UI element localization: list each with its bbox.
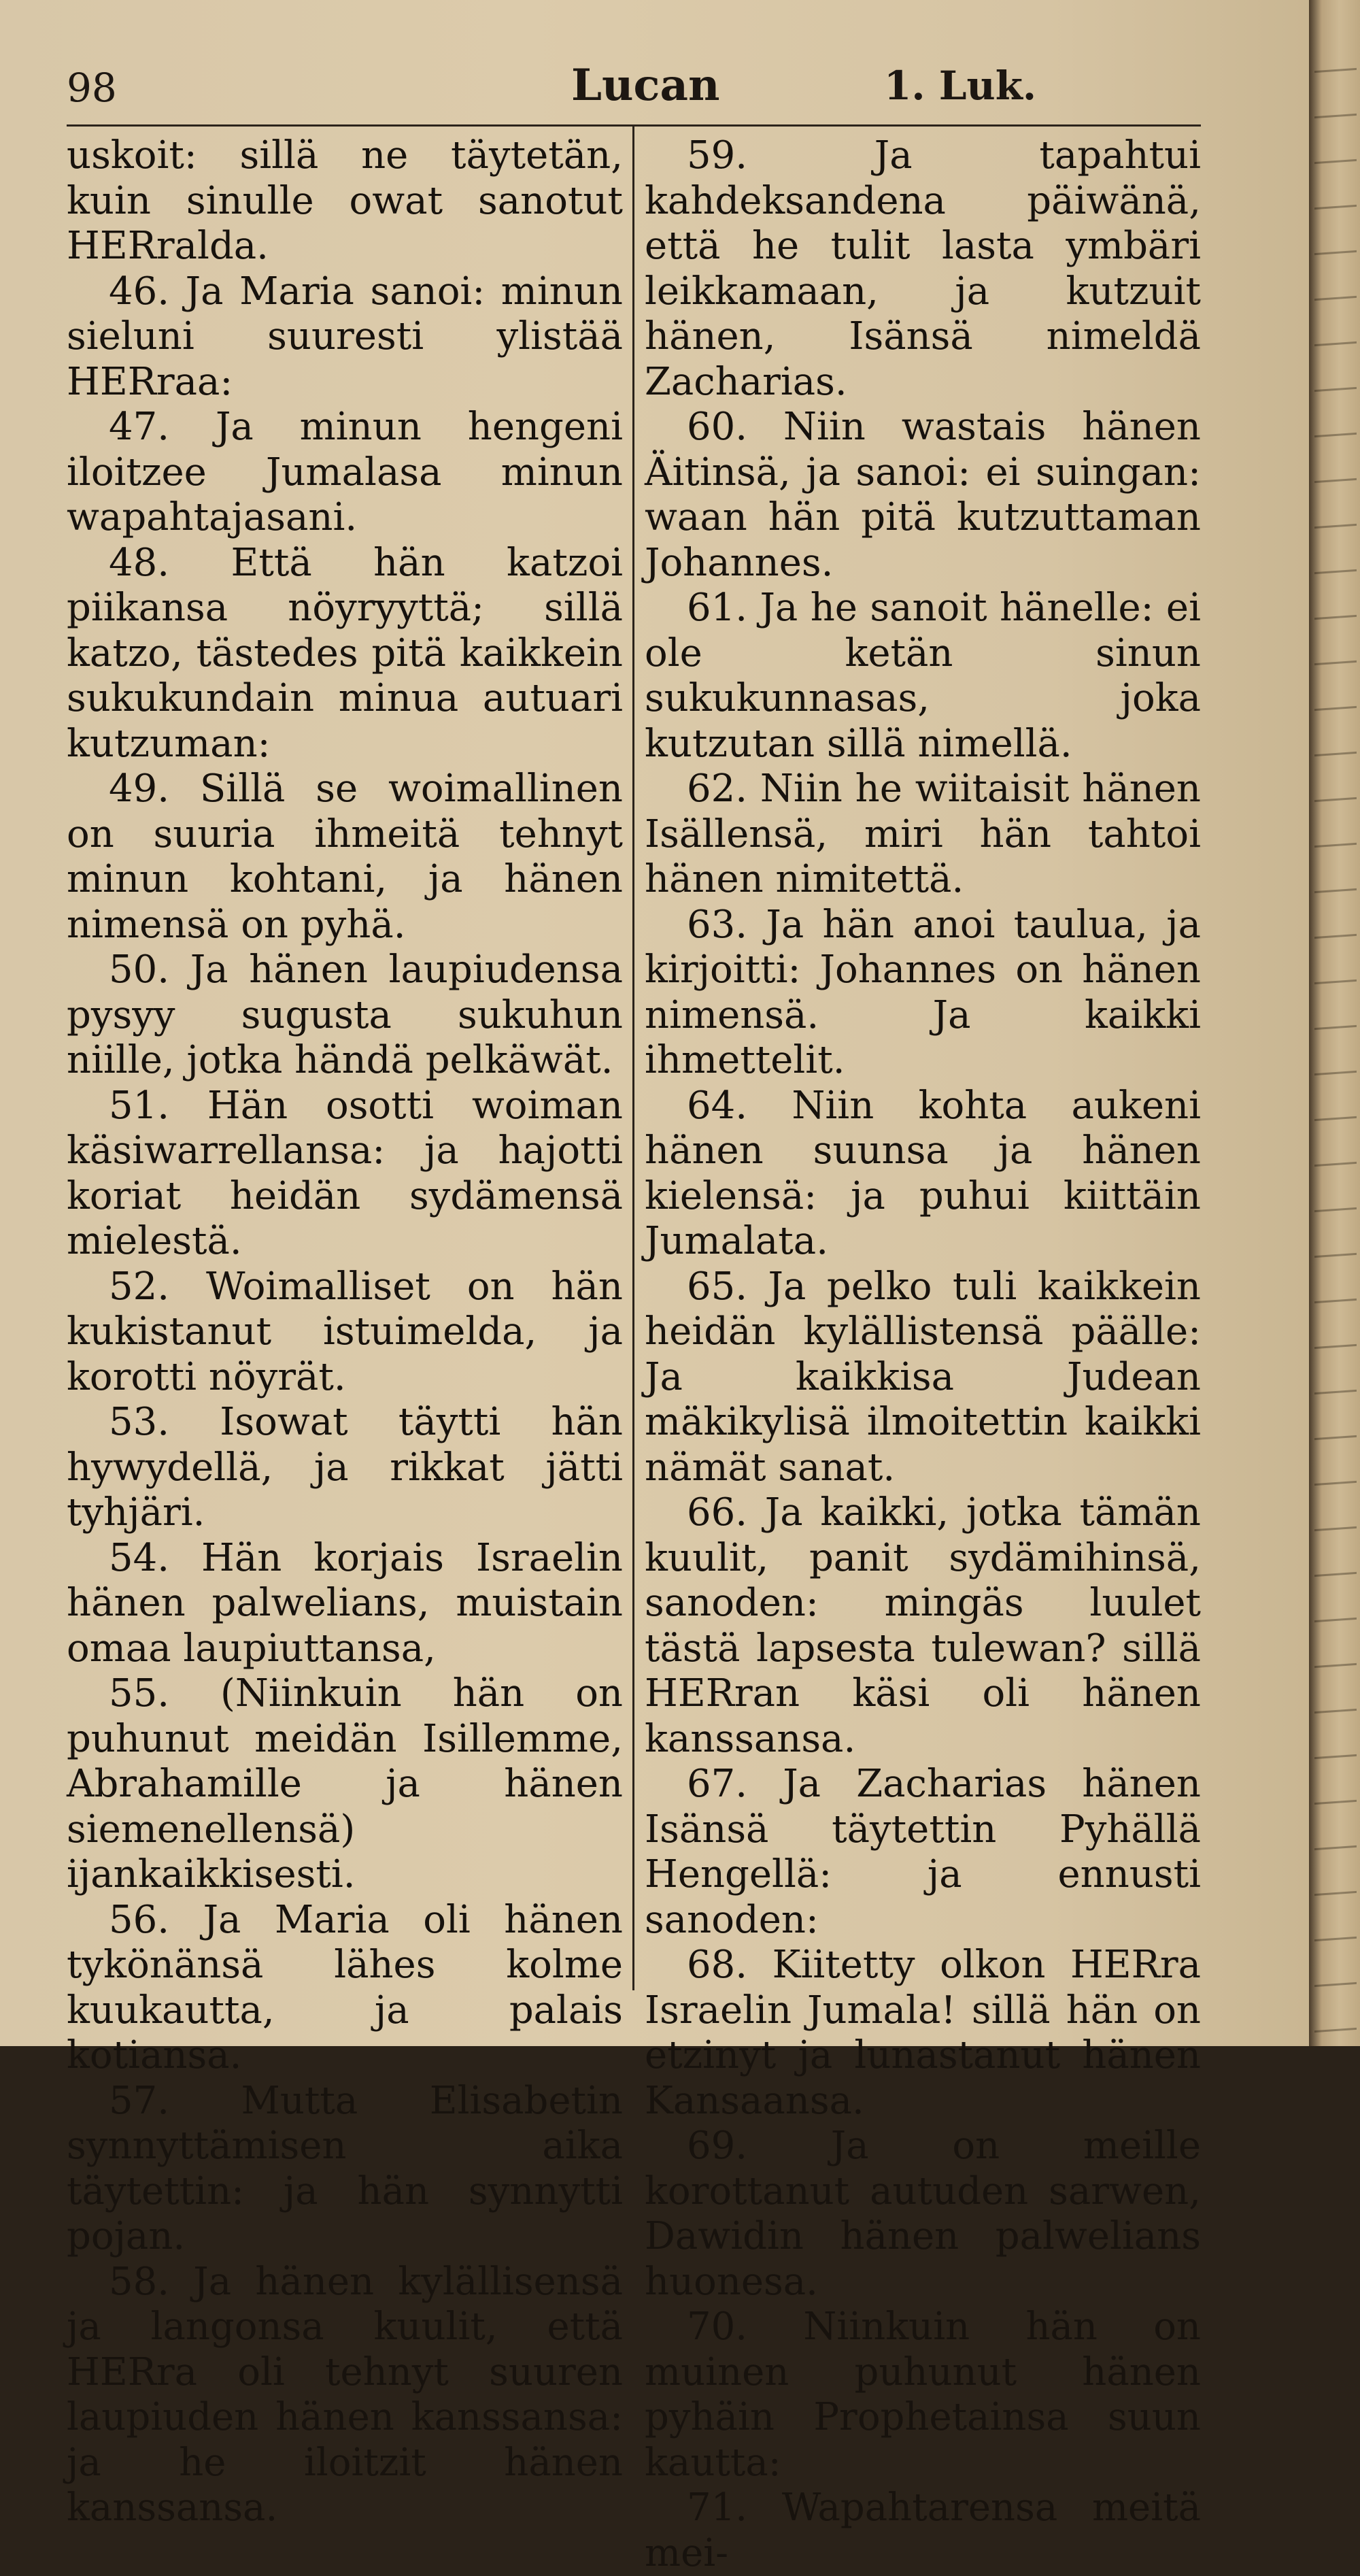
adjacent-text-line: [1314, 618, 1357, 665]
verse-text: Ja tapahtui kahdeksandena päiwänä, että he tulit lasta ymbäri leikkamaan, ja kutzuit hänen, Isänsä nimeldä Zacharias.: [645, 133, 1201, 404]
adjacent-text-line: [1314, 527, 1357, 574]
verse-text: uskoit: sillä ne täytetän, kuin sinulle owat sanotut HERralda.: [67, 133, 623, 268]
adjacent-text-line: [1314, 801, 1357, 848]
adjacent-text-line: [1314, 1256, 1357, 1303]
verse-text: Ja hänen kylällisensä ja langonsa kuulit, että HERra oli tehnyt suuren laupiuden hänen kanssansa: ja he iloitzit hänen kanssansa.: [67, 2259, 623, 2530]
verse-text: Niin kohta aukeni hänen suunsa ja hänen kielensä: ja puhui kiittäin Jumalata.: [645, 1083, 1201, 1263]
verse: [67, 2260, 623, 2531]
verse: [67, 1536, 623, 1672]
adjacent-text-line: [1314, 390, 1357, 437]
verse: [645, 133, 1201, 405]
verse-text: Niinkuin hän on muinen puhunut hänen pyhäin Prophetainsa suun kautta:: [645, 2305, 1201, 2485]
verse-number: 56.: [109, 1897, 170, 1942]
verse: [67, 2079, 623, 2260]
adjacent-text-line: [1314, 1894, 1357, 1941]
verse-text: Mutta Elisabetin synnyttämisen aika täytettin: ja hän synnytti pojan.: [67, 2078, 623, 2258]
adjacent-text-line: [1314, 846, 1357, 893]
verse: [645, 405, 1201, 586]
verse-text: (Niinkuin hän on puhunut meidän Isillemme, Abrahamille ja hänen siemenellensä) ijankaikkisesti.: [67, 1671, 623, 1896]
adjacent-text-line: [1314, 1575, 1357, 1622]
verse-text: Ja pelko tuli kaikkein heidän kylällistensä päälle: Ja kaikkisa Judean mäkikylisä ilmoitettin kaikki nämät sanat.: [645, 1264, 1201, 1490]
verse-number: 65.: [687, 1264, 748, 1309]
verse-text: Ja he sanoit hänelle: ei ole ketän sinun sukukunnasas, joka kutzutan sillä nimellä.: [645, 586, 1201, 766]
adjacent-text-line: [1314, 163, 1357, 210]
verse: [67, 1898, 623, 2079]
verse-number: 47.: [109, 405, 170, 449]
adjacent-text-line: [1314, 254, 1357, 301]
verse: [645, 586, 1201, 767]
verse-text: Että hän katzoi piikansa nöyryyttä; sillä katzo, tästedes pitä kaikkein sukukundain minua autuari kutzuman:: [67, 540, 623, 766]
verse-number: 48.: [109, 540, 170, 585]
verse-number: 53.: [109, 1400, 170, 1444]
adjacent-text-line: [1314, 709, 1357, 756]
verse-text: Kiitetty olkon HERra Israelin Jumala! sillä hän on etzinyt ja lunastanut hänen Kansaansa.: [645, 1943, 1201, 2123]
adjacent-text-line: [1314, 1484, 1357, 1531]
adjacent-text-line: [1314, 1211, 1357, 1258]
adjacent-text-line: [1314, 755, 1357, 802]
verse-text: Ja hänen laupiudensa pysyy sugusta sukuhun niille, jotka händä pelkäwät.: [67, 948, 623, 1082]
column-divider: [632, 127, 634, 1990]
adjacent-text-line: [1314, 1302, 1357, 1349]
adjacent-text-line: [1314, 1667, 1357, 1713]
verse-number: 67.: [687, 1762, 748, 1806]
chapter-reference: 1. Luk.: [884, 63, 1037, 109]
verse: [645, 1265, 1201, 1491]
verse-text: Hän osotti woiman käsiwarrellansa: ja hajotti koriat heidän sydämensä mielestä.: [67, 1083, 623, 1263]
verse-number: 58.: [109, 2259, 170, 2304]
verse-text: Ja Zacharias hänen Isänsä täytettin Pyhällä Hengellä: ja ennusti sanoden:: [645, 1762, 1201, 1942]
adjacent-text-line: [1314, 892, 1357, 939]
verse: [67, 1671, 623, 1898]
verse-number: 66.: [687, 1490, 748, 1535]
verse: [67, 133, 623, 269]
adjacent-text-line: [1314, 1393, 1357, 1440]
verse: [67, 405, 623, 541]
verse-number: 55.: [109, 1671, 170, 1716]
adjacent-text-line: [1314, 1758, 1357, 1805]
verse-text: Niin he wiitaisit hänen Isällensä, miri hän tahtoi hänen nimitettä.: [645, 767, 1201, 901]
page-header: [0, 0, 1309, 122]
verse-text: Ja hän anoi taulua, ja kirjoitti: Johannes on hänen nimensä. Ja kaikki ihmettelit.: [645, 902, 1201, 1082]
adjacent-text-line: [1314, 664, 1357, 711]
verse: [67, 1084, 623, 1265]
verse: [645, 2305, 1201, 2486]
verse: [67, 269, 623, 405]
verse-text: Woimalliset on hän kukistanut istuimelda, ja korotti nöyrät.: [67, 1264, 623, 1399]
verse-number: 59.: [687, 133, 748, 178]
adjacent-text-line: [1314, 345, 1357, 392]
verse-number: 64.: [687, 1083, 748, 1128]
adjacent-text-line: [1314, 937, 1357, 984]
verse-number: 57.: [109, 2078, 170, 2123]
verse: [645, 1762, 1201, 1943]
verse-number: 52.: [109, 1264, 170, 1309]
verse-text: Ja on meille korottanut autuden sarwen, Dawidin hänen palwelians huonesa.: [645, 2124, 1201, 2304]
adjacent-text-line: [1314, 1621, 1357, 1668]
verse-number: 70.: [687, 2305, 748, 2349]
adjacent-text-line: [1314, 208, 1357, 255]
verse-number: 51.: [109, 1083, 170, 1128]
adjacent-text-line: [1314, 117, 1357, 164]
adjacent-text-line: [1314, 26, 1357, 73]
verse-text: Ja minun hengeni iloitzee Jumalasa minun wapahtajasani.: [67, 405, 623, 539]
verse-number: 62.: [687, 767, 748, 811]
adjacent-text-line: [1314, 1074, 1357, 1121]
verse-text: Sillä se woimallinen on suuria ihmeitä tehnyt minun kohtani, ja hänen nimensä on pyhä.: [67, 767, 623, 947]
verse-number: 49.: [109, 767, 170, 811]
adjacent-text-line: [1314, 1165, 1357, 1212]
page-number: 98: [67, 65, 117, 111]
adjacent-text-line: [1314, 436, 1357, 483]
adjacent-text-line: [1314, 482, 1357, 529]
running-title: Lucan: [571, 60, 720, 111]
verse: [67, 1265, 623, 1401]
adjacent-text-line: [1314, 1530, 1357, 1577]
adjacent-text-line: [1314, 1849, 1357, 1896]
verse-text: Ja kaikki, jotka tämän kuulit, panit sydämihinsä, sanoden: mingäs luulet tästä lapsesta tulewan? sillä HERran käsi oli hänen kanssansa.: [645, 1490, 1201, 1761]
adjacent-text-line: [1314, 1028, 1357, 1075]
verse-number: 69.: [687, 2124, 748, 2168]
verse-text: Ja Maria sanoi: minun sieluni suuresti ylistää HERraa:: [67, 269, 623, 404]
adjacent-text-line: [1314, 1940, 1357, 1987]
verse: [645, 903, 1201, 1084]
adjacent-text-line: [1314, 71, 1357, 118]
verse-number: 50.: [109, 948, 170, 992]
verse-number: 61.: [687, 586, 748, 630]
verse-text: Niin wastais hänen Äitinsä, ja sanoi: ei suingan: waan hän pitä kutzuttaman Johannes.: [645, 405, 1201, 585]
verse: [645, 1084, 1201, 1265]
verse-text: Isowat täytti hän hywydellä, ja rikkat jätti tyhjäri.: [67, 1400, 623, 1535]
verse: [645, 2124, 1201, 2305]
adjacent-text-line: [1314, 1120, 1357, 1167]
adjacent-text-line: [1314, 573, 1357, 620]
adjacent-page-edge: [1309, 0, 1360, 2046]
verse-text: Ja Maria oli hänen tykönänsä lähes kolme kuukautta, ja palais kotiansa.: [67, 1897, 623, 2077]
verse: [645, 767, 1201, 903]
adjacent-text-line: [1314, 983, 1357, 1030]
adjacent-text-line: [1314, 1348, 1357, 1394]
verse: [645, 1943, 1201, 2124]
verse: [67, 541, 623, 767]
verse: [67, 948, 623, 1084]
adjacent-text-line: [1314, 1986, 1357, 2033]
verse-number: 60.: [687, 405, 748, 449]
right-column: [645, 133, 1201, 2576]
adjacent-text-line: [1314, 1712, 1357, 1759]
adjacent-text-line: [1314, 299, 1357, 346]
verse-number: 63.: [687, 902, 748, 947]
verse-text: Wapahtarensa meitä mei-: [645, 2486, 1201, 2575]
verse-number: 46.: [109, 269, 170, 314]
verse-text: Hän korjais Israelin hänen palwelians, muistain omaa laupiuttansa,: [67, 1535, 623, 1671]
adjacent-text-line: [1314, 1439, 1357, 1486]
verse: [645, 2486, 1201, 2576]
verse-number: 71.: [687, 2486, 748, 2530]
verse: [67, 767, 623, 948]
verse: [67, 1400, 623, 1536]
left-column: [67, 133, 623, 2531]
adjacent-text-line: [1314, 1803, 1357, 1850]
verse: [645, 1490, 1201, 1762]
verse-number: 54.: [109, 1535, 170, 1580]
verse-number: 68.: [687, 1943, 748, 1987]
